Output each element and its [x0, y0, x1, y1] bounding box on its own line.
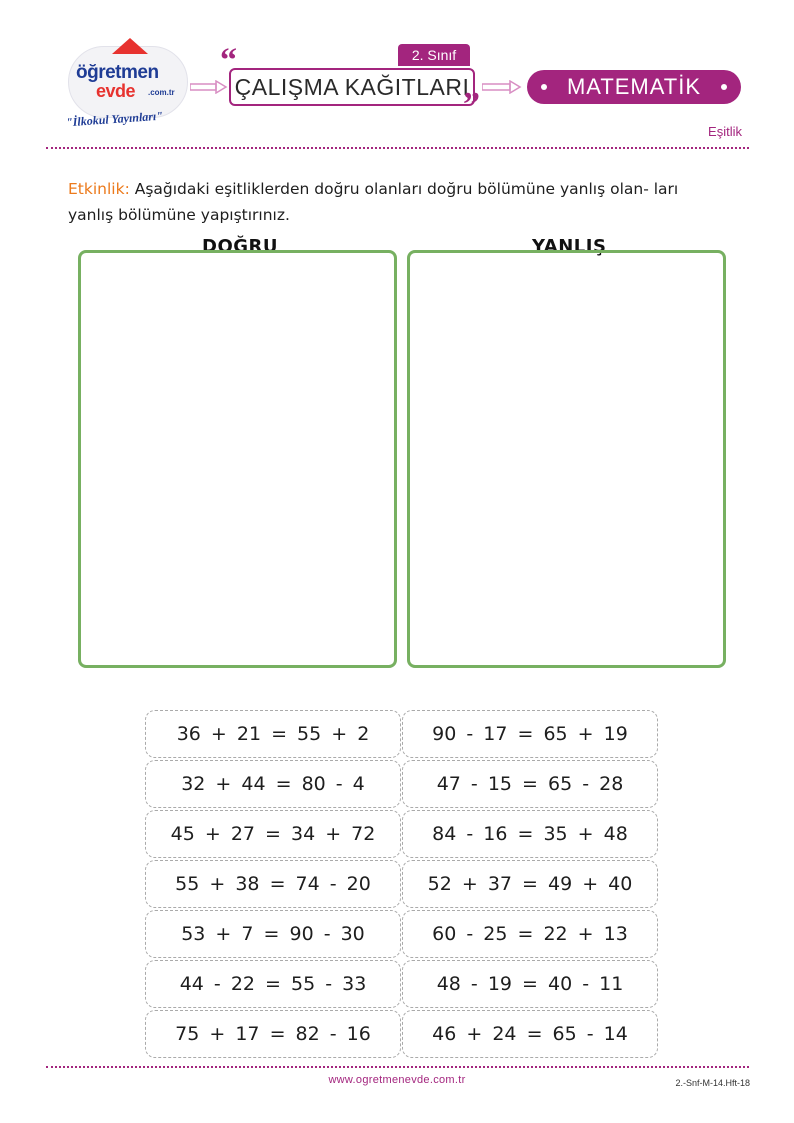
house-roof-icon [112, 38, 148, 54]
open-quote: “ [220, 42, 237, 79]
equation-card[interactable]: 52 + 37 = 49 + 40 [402, 860, 658, 908]
equation-card[interactable]: 48 - 19 = 40 - 11 [402, 960, 658, 1008]
subject-badge [527, 70, 741, 104]
wrong-drop-area[interactable] [407, 250, 726, 668]
bullet-dot-icon [541, 84, 547, 90]
bullet-dot-icon [721, 84, 727, 90]
footer-code: 2.-Snf-M-14.Hft-18 [675, 1078, 750, 1088]
logo-domain: .com.tr [148, 88, 175, 97]
footer-website[interactable]: www.ogretmenevde.com.tr [328, 1074, 466, 1086]
logo-word-1: öğretmen [76, 62, 159, 83]
activity-instruction [68, 176, 728, 228]
arrow-right-icon [190, 80, 228, 94]
publisher-logo [60, 38, 188, 130]
equation-card[interactable]: 84 - 16 = 35 + 48 [402, 810, 658, 858]
equation-card[interactable]: 36 + 21 = 55 + 2 [145, 710, 401, 758]
activity-text: Aşağıdaki eşitliklerden doğru olanları doğru bölümüne yanlış olan- ları yanlış bölümüne yapıştırınız. [68, 180, 679, 224]
worksheet-title: ÇALIŞMA KAĞITLARI [229, 68, 475, 106]
logo-tagline: "İlkokul Yayınları" [65, 108, 164, 130]
equation-card[interactable]: 75 + 17 = 82 - 16 [145, 1010, 401, 1058]
footer-divider [46, 1066, 749, 1068]
logo-word-2: evde [96, 81, 136, 101]
header-divider [46, 147, 749, 149]
equation-card[interactable]: 47 - 15 = 65 - 28 [402, 760, 658, 808]
equation-card[interactable]: 45 + 27 = 34 + 72 [145, 810, 401, 858]
subject-label: MATEMATİK [566, 74, 702, 99]
wrong-column-title: YANLIŞ [532, 236, 607, 257]
topic-label: Eşitlik [708, 124, 742, 139]
equation-card[interactable]: 44 - 22 = 55 - 33 [145, 960, 401, 1008]
arrow-right-icon [482, 80, 522, 94]
grade-tag: 2. Sınıf [398, 44, 470, 66]
activity-label: Etkinlik: [68, 180, 130, 198]
equation-card[interactable]: 53 + 7 = 90 - 30 [145, 910, 401, 958]
equation-card[interactable]: 60 - 25 = 22 + 13 [402, 910, 658, 958]
equation-card[interactable]: 55 + 38 = 74 - 20 [145, 860, 401, 908]
close-quote: ” [463, 86, 480, 123]
equation-card[interactable]: 46 + 24 = 65 - 14 [402, 1010, 658, 1058]
equation-card[interactable]: 90 - 17 = 65 + 19 [402, 710, 658, 758]
correct-drop-area[interactable] [78, 250, 397, 668]
equation-card[interactable]: 32 + 44 = 80 - 4 [145, 760, 401, 808]
correct-column-title: DOĞRU [202, 236, 278, 257]
